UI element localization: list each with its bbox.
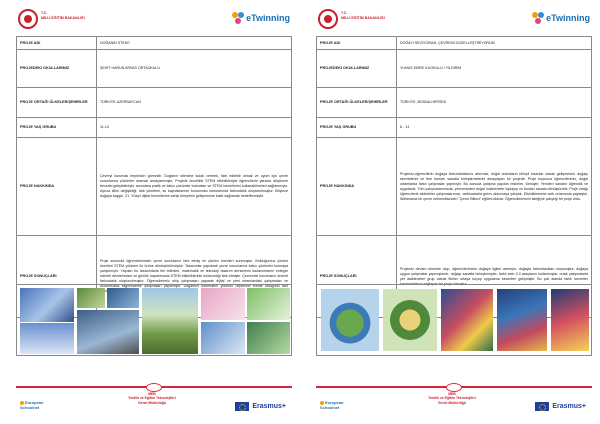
photo-poster-green [247,288,290,320]
footer-divider [316,386,592,388]
label-about: PROJE HAKKINDA [317,138,397,236]
photo-children-art-3 [551,289,589,351]
ministry-seal-icon [18,9,38,29]
value-about: Projemiz,öğrencilerin doğaya farkındalıklarını artırmak, doğal ortamların bilinçli insanlar olarak gelişmesini, doğayı sevmelerini ve tüm bunları sanatla birleştirmelerini amaçlayan bir projedir. Proje boyunca öğrencilerimiz, doğal ortamlarda farklı çalışmalar yapmıştır. Bu konuda çalışma yapılan resimler, tümüyle; Yeniden sanatın öğrendik ve uyguladık. Tüm çalışmalarımızda, çevremizden doğal malzemeler toplayıp ve bunları sanata dönüştürdük. Proje ortağı öğrencilerle aktiviteler çalışmalarımızı, webinarlarla görev aldırmaya çalıştık. Etkinliklerimizi web ortamında paylaştık. Webinarda bir çevre mühendisinden "Çevre Bilinci" eğitimi aldılar. Öğrencilerimizin isteğiyle çalıştığı bir proje oldu. [397,138,592,236]
value-countries: TÜRKİYE-AZERBAYCAN [97,88,292,118]
row-countries [317,88,592,118]
eu-flag-icon [235,402,249,411]
photo-poster-blue [201,322,245,354]
photo-classroom [77,310,139,354]
value-countries: TÜRKİYE, BOSNA-HERSEK [397,88,592,118]
etwinning-logo [232,11,290,25]
photo-landscape [142,288,198,354]
project-page-left [10,0,294,424]
value-results: Proje sonunda öğrencilerimizin çevre sorunlarını fark etmiş ve çözüm önerileri sunmuştur. Bulduğumuz çözüm önerileri STEM yöntemi ile ürüne dönüştürülmüştür. Tasarımlar yapılarak çevre sorunlarına kalıcı çözümler bulmaya çalışılmıştır. Yapılan bu tasarımlarla fen bilimleri, matematik ve teknoloji tasarım derslerinin kazanımlarını entegre ederek derslerimizin ve günlük hayatımızda STEM etkinliklerinin kullanıldığı fark etmiştir. Çevremizi korumanın önemli farkındalık oluşturulmuştur. Öğrencilerimiz ekip çalışmaları yaparak dijital ve yeni ortamlardaki çalışmaları ve okulumuzda bilgilendirme çalışmaları yapılmıştır. Doğamızı korumanın yolunun hepimizin elinde olduğunu fark [97,236,292,318]
footer-divider [16,386,292,388]
row-project-name [17,37,292,50]
ministry-logo-text: T.C. MİLLÎ EĞİTİM BAKANLIĞI [41,11,85,20]
project-page-right [310,0,594,424]
photo-poster-pink [201,288,245,320]
ministry-logo [318,8,398,32]
label-schools: PROJEDEKİ OKULLARIMIZ [317,50,397,88]
row-schools [317,50,592,88]
photo-poster-nature [247,322,290,354]
value-schools: ŞEHİT HARUN ARVAS ORTAOKULU [97,50,292,88]
photo-strip [316,284,592,356]
photo-strip [16,284,292,356]
row-about [317,138,592,236]
row-schools [17,50,292,88]
ministry-logo [18,8,98,32]
value-schools: YUNUS EMRE İLKOKULU / YILDIRIM [397,50,592,88]
row-project-name [317,37,592,50]
label-countries: PROJE ORTAĞI ÜLKELER/ŞEHİRLER [317,88,397,118]
project-info-table [16,36,292,318]
row-about [17,138,292,236]
photo-tree-artwork [321,289,379,351]
value-project-name: DOĞAYI SEVİYORUM, ÇEVREMİ GÜZELLEŞTİRİYORUM [397,37,592,50]
photo-stem-model-2 [107,288,139,308]
row-countries [17,88,292,118]
page-header [10,8,294,34]
photo-stem-model-1 [77,288,105,308]
value-age: 6 - 14 [397,118,592,138]
project-info-table [316,36,592,318]
photo-children-art-2 [497,289,547,351]
label-age: PROJE YAŞ GRUBU [17,118,97,138]
european-schoolnet-logo: European Schoolnet [20,400,44,410]
label-age: PROJE YAŞ GRUBU [317,118,397,138]
label-schools: PROJEDEKİ OKULLARIMIZ [17,50,97,88]
etwinning-wordmark: eTwinning [546,13,590,23]
label-project-name: PROJE ADI [17,37,97,50]
value-age: 11-14 [97,118,292,138]
directorate-logo: MEB Yenilik ve Eğitim Teknolojileri Genel Müdürlüğü [428,392,476,405]
value-project-name: DOĞANIN STEM'İ [97,37,292,50]
label-results: PROJE SONUÇLARI [317,236,397,318]
photo-children-art-1 [441,289,493,351]
ministry-logo-text: T.C. MİLLÎ EĞİTİM BAKANLIĞI [341,11,385,20]
etwinning-mark-icon [532,12,544,24]
label-project-name: PROJE ADI [317,37,397,50]
etwinning-logo [532,11,590,25]
photo-students-poster [20,323,74,354]
european-schoolnet-logo: European Schoolnet [320,400,344,410]
value-about: Çevreyi korumak hepimizin görevidir. Doğanın sitemine kulak vermek, fark edebilir olmak ve uyum için çevre sorunlarına çözümler aramak amaçlanmıştır. Projede öncelikle STEM etkinlikleriyle öğrencilerin yaratıcı düşünme becerisi geliştirilmiştir, sorunlara pratik ve kalıcı çözümler bulmaları ve STEM becerilerini kullanabilmeleri sağlanmıştır. Ayrıca iklim değişikliği, atık yönetimi, su kaynaklarının korunması konularında farkındalık oluşturulmuştur. Böylece doğaya saygılı, 21. Yüzyıl dijital becerilerine sahip bireylerin gelişmesine katkı sağlamak hedeflenmiştir. [97,138,292,236]
row-age [17,118,292,138]
photo-etwinning-collage [20,288,74,322]
ministry-seal-icon [318,9,338,29]
label-results: PROJE SONUÇLARI [17,236,97,318]
etwinning-mark-icon [232,12,244,24]
label-countries: PROJE ORTAĞI ÜLKELER/ŞEHİRLER [17,88,97,118]
page-header [310,8,594,34]
row-age [317,118,592,138]
photo-nature-collage [383,289,437,351]
label-about: PROJE HAKKINDA [17,138,97,236]
directorate-logo: MEB Yenilik ve Eğitim Teknolojileri Genel Müdürlüğü [128,392,176,405]
etwinning-wordmark: eTwinning [246,13,290,23]
erasmus-logo: Erasmus+ [535,401,586,411]
eu-flag-icon [535,402,549,411]
value-results: Projemiz devam etmekte olup, öğrencilerimizin doğaya ilgileri artmıştır, doğayla farkındalıkları oluşmuştur, doğaya uygun çalışmalar yapmışlardır, doğayı sanatla birleştirmişler, farklı web 2.0 araçlarını kullanmışlar, ortak çalışmalarla yer alabilmeleri grup olarak fikirler ortaya koyup uygulama becerileri gelişmiştir. Bu çok alanda farklı beceriler kazanmalarını sağlayan bir proje olmuştur. [397,236,592,318]
erasmus-logo: Erasmus+ [235,401,286,411]
